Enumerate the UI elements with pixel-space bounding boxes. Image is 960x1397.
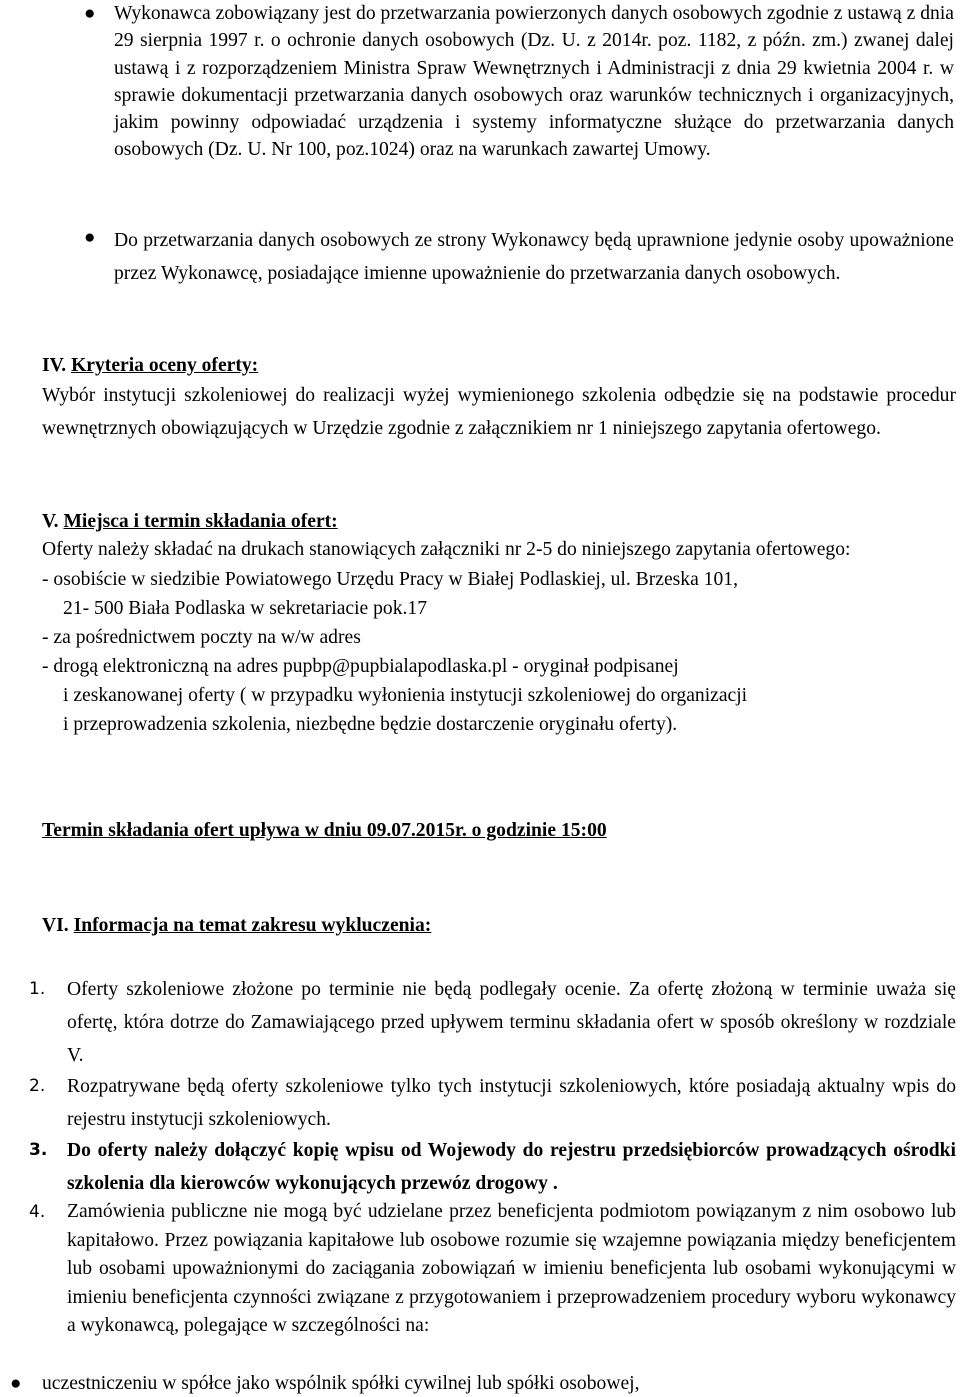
section-intro: Oferty należy składać na drukach stanowiących załączniki nr 2-5 do niniejszego zapytania ofertowego: <box>42 539 851 561</box>
submission-line-address: 21- 500 Biała Podlaska w sekretariacie pok.17 <box>63 598 428 620</box>
section-title: Miejsca i termin składania ofert: <box>63 511 338 532</box>
section-heading <box>42 352 956 379</box>
section-body: Wybór instytucji szkoleniowej do realizacji wyżej wymienionego szkolenia odbędzie się na podstawie procedur wewnętrznych obowiązujących w Urzędzie zgodnie z załącznikiem nr 1 niniejszego zapytania ofertowego. <box>42 385 956 440</box>
section-number: V. <box>42 511 59 532</box>
section-heading <box>42 508 956 535</box>
bullet-icon: ● <box>84 227 96 248</box>
bullet-item-authorized-persons <box>84 224 954 290</box>
section-exclusion-heading <box>42 912 956 939</box>
item-number: 4. <box>29 1202 46 1222</box>
submission-line-post: - za pośrednictwem poczty na w/w adres <box>42 627 361 649</box>
section-number: VI. <box>42 915 69 936</box>
exclusion-item-4 <box>29 1198 956 1341</box>
bullet-item-processing-obligation <box>84 0 954 164</box>
item-text: Do oferty należy dołączyć kopię wpisu od Wojewody do rejestru przedsiębiorców prowadzących ośrodki szkolenia dla kierowców wykonujących przewóz drogowy . <box>67 1140 956 1194</box>
section-number: IV. <box>42 355 67 376</box>
bullet-icon: ● <box>84 3 96 24</box>
exclusion-item-3 <box>29 1134 956 1200</box>
section-title: Kryteria oceny oferty: <box>71 355 259 376</box>
item-number: 3. <box>29 1140 48 1160</box>
item-text: Rozpatrywane będą oferty szkoleniowe tylko tych instytucji szkoleniowych, które posiadają aktualny wpis do rejestru instytucji szkoleniowych. <box>67 1076 956 1130</box>
bullet-text: Wykonawca zobowiązany jest do przetwarzania powierzonych danych osobowych zgodnie z ustawą z dnia 29 sierpnia 1997 r. o ochronie danych osobowych (Dz. U. z 2014r. poz. 1182, z późn. zm.) zwanej dalej ustawą i z rozporządzeniem Ministra Spraw Wewnętrznych i Administracji z dnia 29 kwietnia 2004 r. w sprawie dokumentacji przetwarzania danych osobowych oraz warunków technicznych i organizacyjnych, jakim powinny odpowiadać urządzenia i systemy informatyczne służące do przetwarzania danych osobowych (Dz. U. Nr 100, poz.1024) oraz na warunkach zawartej Umowy. <box>114 3 954 161</box>
bullet-text: Do przetwarzania danych osobowych ze strony Wykonawcy będą uprawnione jedynie osoby upoważnione przez Wykonawcę, posiadające imienne upoważnienie do przetwarzania danych osobowych. <box>114 230 954 284</box>
item-number: 2. <box>29 1076 46 1096</box>
item-text: Zamówienia publiczne nie mogą być udzielane przez beneficjenta podmiotom powiązanym z nim osobowo lub kapitałowo. Przez powiązania kapitałowe lub osobowe rozumie się wzajemne powiązania między beneficjentem lub osobami upoważnionymi do zaciągania zobowiązań w imieniu beneficjenta lub osobami wykonującymi w imieniu beneficjenta czynności związane z przygotowaniem i przeprowadzeniem procedury wyboru wykonawcy a wykonawcą, polegające w szczególności na: <box>67 1201 956 1337</box>
submission-line-email: - drogą elektroniczną na adres pupbp@pupbialapodlaska.pl - oryginał podpisanej <box>42 656 679 678</box>
section-criteria <box>42 352 956 445</box>
submission-line-scanned: i zeskanowanej oferty ( w przypadku wyłonienia instytucji szkoleniowej do organizacji <box>63 685 748 707</box>
submission-line-original: i przeprowadzenia szkolenia, niezbędne będzie dostarczenie oryginału oferty). <box>63 714 678 736</box>
section-offer-submission <box>42 508 956 739</box>
section-title: Informacja na temat zakresu wykluczenia: <box>73 915 432 936</box>
item-text: Oferty szkoleniowe złożone po terminie nie będą podlegały ocenie. Za ofertę złożoną w terminie uważa się ofertę, która dotrze do Zamawiającego przed upływem terminu składania ofert w sposób określony w rozdziale V. <box>67 979 956 1066</box>
bullet-item-civil-partnership <box>10 1370 640 1397</box>
submission-line-in-person: - osobiście w siedzibie Powiatowego Urzędu Pracy w Białej Podlaskiej, ul. Brzeska 101, <box>42 569 738 591</box>
exclusion-item-2 <box>29 1070 956 1136</box>
bullet-text: uczestniczeniu w spółce jako wspólnik spółki cywilnej lub spółki osobowej, <box>42 1373 640 1394</box>
bullet-icon: ● <box>10 1373 22 1394</box>
item-number: 1. <box>29 979 46 999</box>
exclusion-item-1 <box>29 973 956 1072</box>
submission-deadline: Termin składania ofert upływa w dniu 09.07.2015r. o godzinie 15:00 <box>42 820 607 841</box>
section-heading <box>42 912 956 939</box>
